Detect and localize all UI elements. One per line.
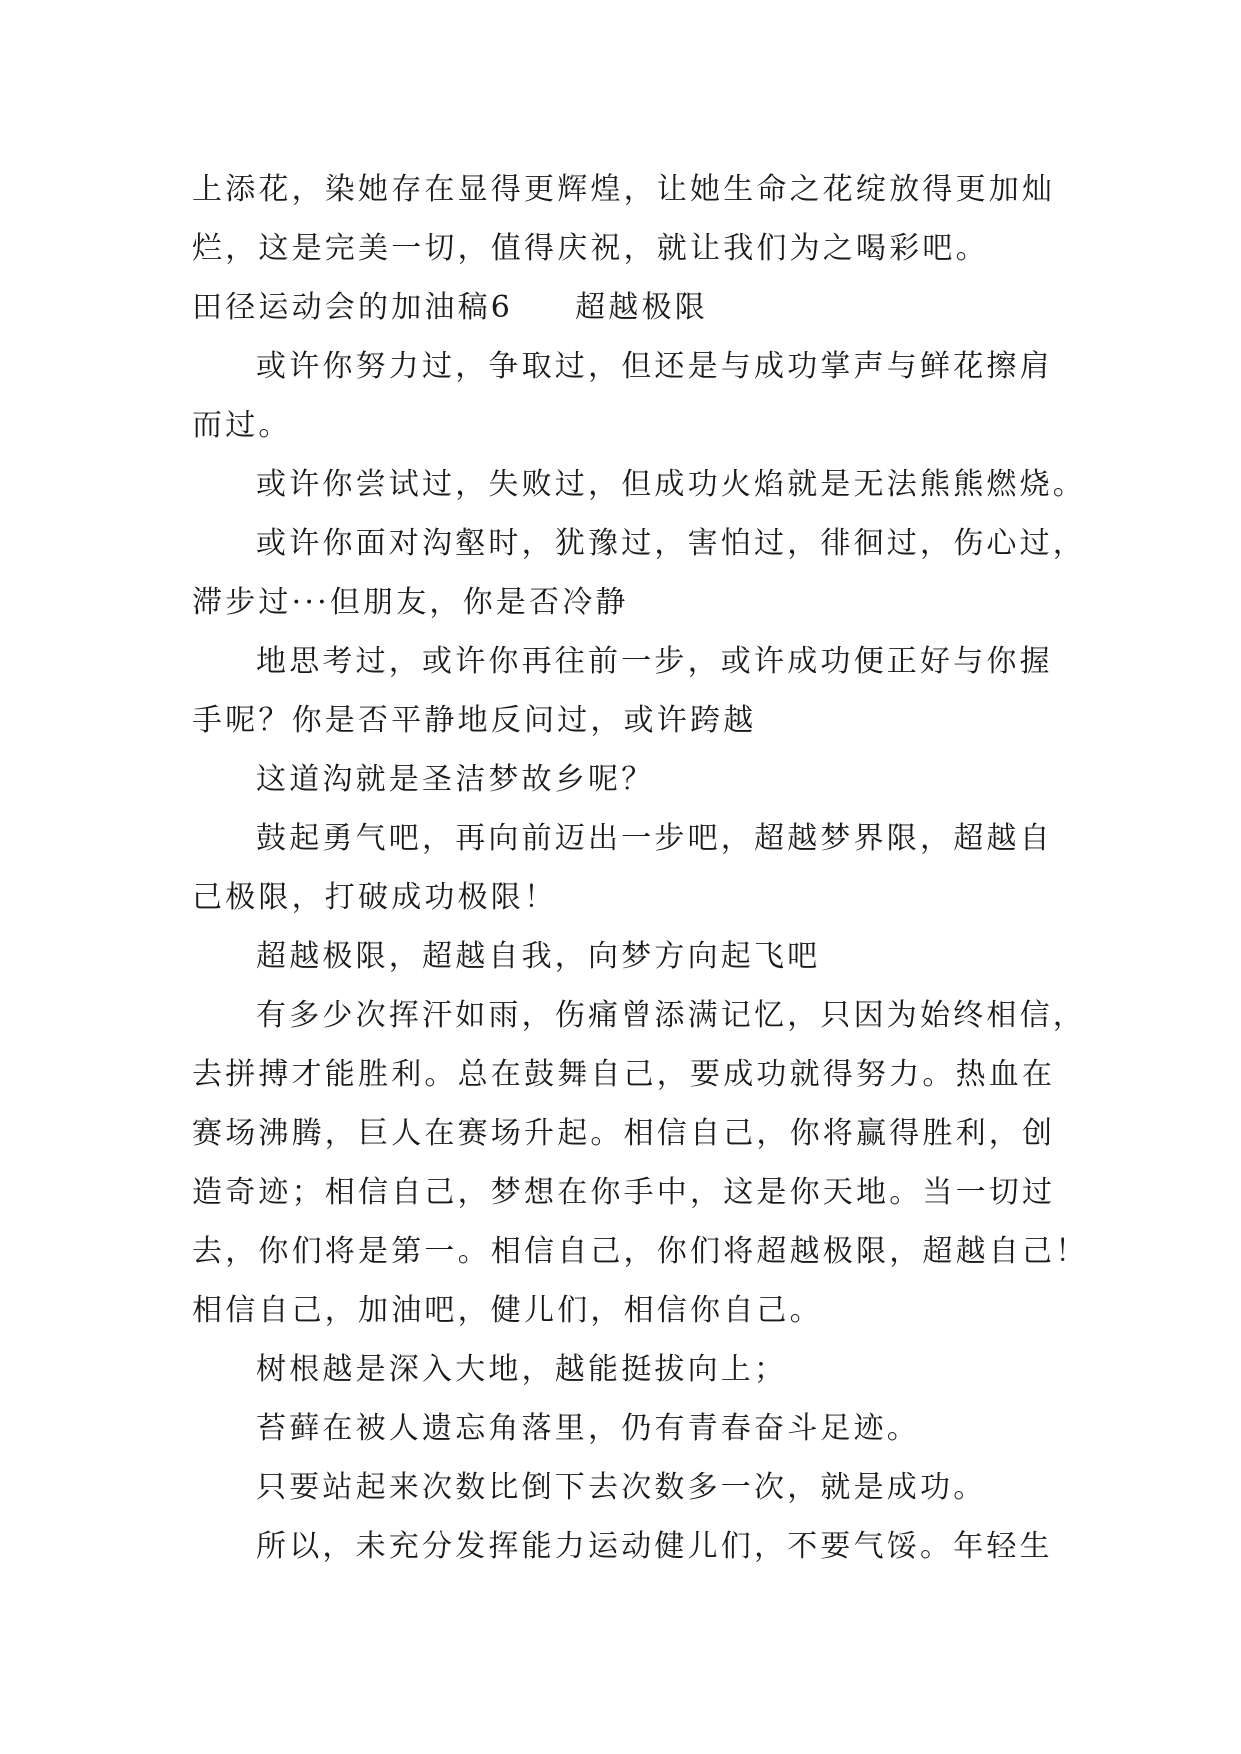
- paragraph-line: 地思考过，或许你再往前一步，或许成功便正好与你握: [256, 644, 1053, 679]
- document-body: [192, 160, 1089, 1576]
- paragraph-line: 造奇迹；相信自己，梦想在你手中，这是你天地。当一切过: [192, 1175, 1056, 1210]
- paragraph-line: 相信自己，加油吧，健儿们，相信你自己。: [192, 1293, 823, 1328]
- paragraph-line: 赛场沸腾，巨人在赛场升起。相信自己，你将赢得胜利，创: [192, 1116, 1056, 1151]
- paragraph-line: 而过。: [192, 408, 292, 443]
- paragraph-line: 去，你们将是第一。相信自己，你们将超越极限，超越自己！: [192, 1234, 1089, 1269]
- paragraph-line: 己极限，打破成功极限！: [192, 880, 558, 915]
- paragraph-line: 或许你努力过，争取过，但还是与成功掌声与鲜花擦肩: [256, 349, 1053, 384]
- section-heading: [192, 278, 1052, 337]
- paragraph-line: 或许你尝试过，失败过，但成功火焰就是无法熊熊燃烧。: [256, 467, 1086, 502]
- paragraph-line: 去拼搏才能胜利。总在鼓舞自己，要成功就得努力。热血在: [192, 1057, 1056, 1092]
- paragraph-line: 只要站起来次数比倒下去次数多一次，就是成功。: [256, 1470, 987, 1505]
- paragraph-line: 苔藓在被人遗忘角落里，仍有青春奋斗足迹。: [256, 1411, 920, 1446]
- paragraph-line: 滞步过···但朋友，你是否冷静: [192, 585, 629, 620]
- paragraph-line: 超越极限，超越自我，向梦方向起飞吧: [256, 939, 821, 974]
- paragraph-line: 树根越是深入大地，越能挺拔向上；: [256, 1352, 788, 1387]
- paragraph-line: 上添花，染她存在显得更辉煌，让她生命之花绽放得更加灿: [192, 172, 1056, 207]
- paragraph-line: 这道沟就是圣洁梦故乡呢？: [256, 762, 655, 797]
- heading-title: 田径运动会的加油稿6: [192, 290, 514, 325]
- heading-subtitle: 超越极限: [575, 290, 708, 325]
- paragraph-line: 烂，这是完美一切，值得庆祝，就让我们为之喝彩吧。: [192, 231, 989, 266]
- paragraph-line: 所以，未充分发挥能力运动健儿们，不要气馁。年轻生: [256, 1529, 1053, 1564]
- paragraph-line: 手呢？你是否平静地反问过，或许跨越: [192, 703, 757, 738]
- paragraph-line: 有多少次挥汗如雨，伤痛曾添满记忆，只因为始终相信，: [256, 998, 1086, 1033]
- paragraph-line: 或许你面对沟壑时，犹豫过，害怕过，徘徊过，伤心过，: [256, 526, 1086, 561]
- paragraph-line: 鼓起勇气吧，再向前迈出一步吧，超越梦界限，超越自: [256, 821, 1053, 856]
